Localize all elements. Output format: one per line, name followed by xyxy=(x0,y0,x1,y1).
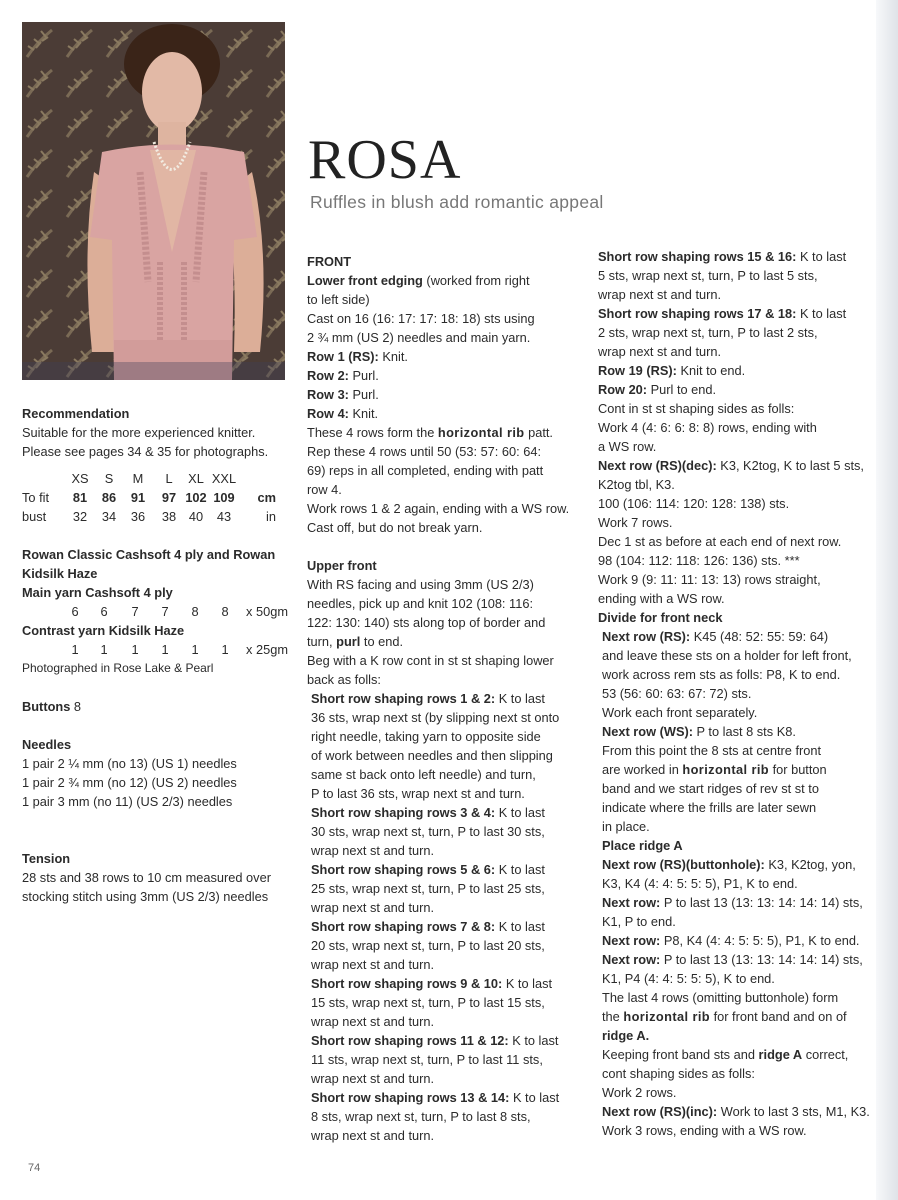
instruction-line: of work between needles and then slipping xyxy=(311,748,553,763)
row-instruction xyxy=(598,361,870,380)
instruction-text: turn, xyxy=(307,634,337,649)
instruction-line xyxy=(598,760,870,779)
row-text: P to last 13 (13: 13: 14: 14: 14) sts, xyxy=(660,952,863,967)
size-header-row xyxy=(22,469,276,488)
instruction-line: Work 2 rows. xyxy=(602,1085,677,1100)
instruction-line: Work rows 1 & 2 again, ending with a WS row. xyxy=(307,501,570,516)
instruction-text: correct, xyxy=(802,1047,849,1062)
row-text: K3, K2tog, yon, xyxy=(764,857,856,872)
bust-value: 43 xyxy=(216,509,232,524)
tension-line: stocking stitch using 3mm (US 2/3) needles xyxy=(22,889,269,904)
instruction-line: band and we start ridges of rev st st to xyxy=(602,781,819,796)
instruction-line: 98 (104: 112: 118: 126: 136) sts. *** xyxy=(598,553,800,568)
yarn-quantity: 1 xyxy=(71,642,79,657)
size-table xyxy=(22,469,276,526)
instruction-line: and leave these sts on a holder for left front, xyxy=(602,648,852,663)
main-yarn-quantities xyxy=(22,602,290,621)
model-photo xyxy=(22,22,285,380)
row-label: Next row: xyxy=(602,952,661,967)
instruction-text: the xyxy=(602,1009,624,1024)
instruction-line: indicate where the frills are later sewn xyxy=(602,800,817,815)
row-label: Row 3: xyxy=(307,387,349,402)
stitch-term: ridge A xyxy=(758,1047,803,1062)
instruction-line: Rep these 4 rows until 50 (53: 57: 60: 64: xyxy=(307,444,542,459)
size-header: XL xyxy=(188,471,204,486)
row-text: K3, K2tog, K to last 5 sts, xyxy=(716,458,864,473)
instruction-line xyxy=(307,423,589,442)
instruction-line: 5 sts, wrap next st, turn, P to last 5 sts, xyxy=(598,268,818,283)
buttons-label: Buttons xyxy=(22,699,71,714)
instruction-line: wrap next st and turn. xyxy=(598,344,722,359)
instruction-line: From this point the 8 sts at centre front xyxy=(602,743,822,758)
instruction-line: K2tog tbl, K3. xyxy=(598,477,675,492)
row-text: Knit. xyxy=(348,406,379,421)
instruction-line: ending with a WS row. xyxy=(598,591,725,606)
instruction-line: 2 ¾ mm (US 2) needles and main yarn. xyxy=(307,330,531,345)
instruction-line: 53 (56: 60: 63: 67: 72) sts. xyxy=(602,686,752,701)
row-instruction xyxy=(598,950,870,969)
row-label: Next row (RS)(dec): xyxy=(598,458,717,473)
instruction-line: row 4. xyxy=(307,482,342,497)
instruction-line: wrap next st and turn. xyxy=(311,900,435,915)
short-row-instruction xyxy=(307,917,589,936)
short-row-instruction xyxy=(598,247,870,266)
bust-value: 36 xyxy=(130,509,146,524)
row-text: K to last xyxy=(495,862,545,877)
row-label: Short row shaping rows 1 & 2: xyxy=(311,691,496,706)
instruction-line: 2 sts, wrap next st, turn, P to last 2 sts, xyxy=(598,325,818,340)
row-label: Next row: xyxy=(602,933,661,948)
yarn-quantity: 1 xyxy=(100,642,108,657)
instruction-text: Keeping front band sts and xyxy=(602,1047,759,1062)
instruction-line: Cast on 16 (16: 17: 17: 18: 18) sts using xyxy=(307,311,535,326)
instruction-line: Work 9 (9: 11: 11: 13: 13) rows straight, xyxy=(598,572,821,587)
bust-value: 40 xyxy=(188,509,204,524)
row-label: Row 4: xyxy=(307,406,349,421)
contrast-yarn-quantities xyxy=(22,640,290,659)
instruction-line: to left side) xyxy=(307,292,370,307)
instruction-line: Work each front separately. xyxy=(602,705,758,720)
row-label: Row 2: xyxy=(307,368,349,383)
instruction-line xyxy=(307,632,589,651)
yarn-quantity: 6 xyxy=(100,604,108,619)
instruction-text: (worked from right xyxy=(422,273,530,288)
instruction-line: 122: 130: 140) sts along top of border and xyxy=(307,615,546,630)
contrast-yarn-label: Contrast yarn Kidsilk Haze xyxy=(22,623,185,638)
row-text: K to last xyxy=(495,919,545,934)
row-text: P to last 8 sts K8. xyxy=(693,724,796,739)
yarn-quantity: 1 xyxy=(191,642,199,657)
row-label: Short row shaping rows 7 & 8: xyxy=(311,919,496,934)
instruction-line: 69) reps in all completed, ending with patt xyxy=(307,463,544,478)
row-text: Purl. xyxy=(348,387,379,402)
row-text: P8, K4 (4: 4: 5: 5: 5), P1, K to end. xyxy=(660,933,860,948)
row-instruction xyxy=(307,347,589,366)
yarn-quantity: 7 xyxy=(131,604,139,619)
instruction-line: K1, P to end. xyxy=(602,914,676,929)
instruction-line: 11 sts, wrap next st, turn, P to last 11 sts, xyxy=(311,1052,543,1067)
to-fit-unit: cm xyxy=(257,490,276,505)
instruction-line: wrap next st and turn. xyxy=(311,957,435,972)
instruction-line: Work 7 rows. xyxy=(598,515,673,530)
instruction-text: for front band and on of xyxy=(710,1009,847,1024)
recommendation-heading: Recommendation xyxy=(22,406,130,421)
upper-front-heading: Upper front xyxy=(307,558,377,573)
size-header: XXL xyxy=(211,471,237,486)
stitch-term: purl xyxy=(336,634,361,649)
recommendation-line: Suitable for the more experienced knitter. xyxy=(22,425,256,440)
to-fit-value: 91 xyxy=(130,490,146,505)
yarn-quantity: 1 xyxy=(161,642,169,657)
instruction-line xyxy=(307,271,589,290)
bust-label: bust xyxy=(22,509,47,524)
row-text: Knit to end. xyxy=(676,363,746,378)
to-fit-row xyxy=(22,488,276,507)
row-label: Short row shaping rows 17 & 18: xyxy=(598,306,797,321)
instruction-line: a WS row. xyxy=(598,439,657,454)
pattern-subtitle: Ruffles in blush add romantic appeal xyxy=(310,192,604,212)
row-label: Short row shaping rows 9 & 10: xyxy=(311,976,503,991)
instruction-line: The last 4 rows (omitting buttonhole) form xyxy=(602,990,839,1005)
section-label: Lower front edging xyxy=(307,273,423,288)
row-label: Row 19 (RS): xyxy=(598,363,677,378)
yarn-quantity: 1 xyxy=(131,642,139,657)
short-row-instruction xyxy=(307,860,589,879)
page-edge-shadow xyxy=(876,0,898,1200)
needles-heading: Needles xyxy=(22,737,72,752)
row-instruction xyxy=(598,722,870,741)
buttons-line xyxy=(22,697,290,716)
instruction-line: Work 3 rows, ending with a WS row. xyxy=(602,1123,807,1138)
instruction-line: Beg with a K row cont in st st shaping lower xyxy=(307,653,554,668)
pattern-title: ROSA xyxy=(308,129,462,191)
short-row-instruction xyxy=(307,803,589,822)
instruction-text: patt. xyxy=(524,425,553,440)
left-column xyxy=(22,404,290,906)
instruction-line xyxy=(598,1045,870,1064)
size-header: M xyxy=(132,471,144,486)
row-text: P to last 13 (13: 13: 14: 14: 14) sts, xyxy=(660,895,863,910)
yarn-unit: x 50gm xyxy=(246,604,288,619)
instruction-line: K3, K4 (4: 4: 5: 5: 5), P1, K to end. xyxy=(602,876,798,891)
instruction-line: wrap next st and turn. xyxy=(311,1014,435,1029)
bust-value: 34 xyxy=(101,509,117,524)
instruction-line: 8 sts, wrap next st, turn, P to last 8 sts, xyxy=(311,1109,531,1124)
row-instruction xyxy=(598,627,870,646)
instruction-line: P to last 36 sts, wrap next st and turn. xyxy=(311,786,525,801)
divide-heading: Divide for front neck xyxy=(598,610,723,625)
row-instruction xyxy=(598,456,870,475)
row-text: Purl. xyxy=(348,368,379,383)
row-label: Next row (WS): xyxy=(602,724,693,739)
short-row-instruction xyxy=(598,304,870,323)
short-row-instruction xyxy=(307,689,589,708)
row-text: Work to last 3 sts, M1, K3. xyxy=(717,1104,870,1119)
short-row-instruction xyxy=(307,974,589,993)
instruction-line: wrap next st and turn. xyxy=(598,287,722,302)
stitch-term: ridge A. xyxy=(602,1028,650,1043)
middle-column xyxy=(307,252,589,1145)
instruction-line: Cont in st st shaping sides as folls: xyxy=(598,401,795,416)
row-label: Next row: xyxy=(602,895,661,910)
buttons-value: 8 xyxy=(73,699,82,714)
row-label: Next row (RS)(buttonhole): xyxy=(602,857,765,872)
to-fit-label: To fit xyxy=(22,490,50,505)
yarn-quantity: 8 xyxy=(221,604,229,619)
row-label: Next row (RS): xyxy=(602,629,691,644)
instruction-line: right needle, taking yarn to opposite side xyxy=(311,729,541,744)
instruction-line: 15 sts, wrap next st, turn, P to last 15 sts, xyxy=(311,995,545,1010)
main-yarn-label: Main yarn Cashsoft 4 ply xyxy=(22,585,173,600)
row-text: K to last xyxy=(796,306,847,321)
instruction-line: wrap next st and turn. xyxy=(311,843,435,858)
row-text: Knit. xyxy=(378,349,408,364)
to-fit-value: 86 xyxy=(101,490,117,505)
row-label: Short row shaping rows 13 & 14: xyxy=(311,1090,510,1105)
instruction-line: 36 sts, wrap next st (by slipping next st onto xyxy=(311,710,560,725)
instruction-line xyxy=(598,1007,870,1026)
needles-line: 1 pair 2 ¼ mm (no 13) (US 1) needles xyxy=(22,756,237,771)
instruction-line: work across rem sts as folls: P8, K to end. xyxy=(602,667,841,682)
instruction-line: Dec 1 st as before at each end of next row. xyxy=(598,534,842,549)
instruction-line: K1, P4 (4: 4: 5: 5: 5), K to end. xyxy=(602,971,775,986)
yarn-heading: Kidsilk Haze xyxy=(22,566,98,581)
instruction-line: With RS facing and using 3mm (US 2/3) xyxy=(307,577,534,592)
instruction-line: 30 sts, wrap next st, turn, P to last 30 sts, xyxy=(311,824,545,839)
row-instruction xyxy=(598,380,870,399)
yarn-quantity: 1 xyxy=(221,642,229,657)
row-instruction xyxy=(598,1102,870,1121)
instruction-line: needles, pick up and knit 102 (108: 116: xyxy=(307,596,534,611)
right-column xyxy=(598,247,870,1140)
yarn-quantity: 8 xyxy=(191,604,199,619)
instruction-line: back as folls: xyxy=(307,672,381,687)
bust-value: 38 xyxy=(161,509,177,524)
instruction-line: cont shaping sides as folls: xyxy=(602,1066,755,1081)
row-label: Short row shaping rows 15 & 16: xyxy=(598,249,797,264)
row-label: Short row shaping rows 3 & 4: xyxy=(311,805,496,820)
recommendation-line: Please see pages 34 & 35 for photographs. xyxy=(22,444,269,459)
stitch-term: horizontal rib xyxy=(682,762,770,777)
row-instruction xyxy=(307,366,589,385)
yarn-unit: x 25gm xyxy=(246,642,288,657)
stitch-term: horizontal rib xyxy=(437,425,525,440)
bust-row xyxy=(22,507,276,526)
needles-line: 1 pair 3 mm (no 11) (US 2/3) needles xyxy=(22,794,233,809)
row-text: Purl to end. xyxy=(647,382,717,397)
instruction-line: wrap next st and turn. xyxy=(311,1128,435,1143)
front-heading: FRONT xyxy=(307,254,352,269)
page-number: 74 xyxy=(28,1162,41,1174)
row-label: Row 1 (RS): xyxy=(307,349,379,364)
row-label: Short row shaping rows 11 & 12: xyxy=(311,1033,509,1048)
instruction-line: 20 sts, wrap next st, turn, P to last 20 sts, xyxy=(311,938,545,953)
row-text: K to last xyxy=(495,805,545,820)
row-text: K to last xyxy=(796,249,847,264)
instruction-text: for button xyxy=(769,762,827,777)
row-text: K to last xyxy=(502,976,553,991)
to-fit-value: 109 xyxy=(213,490,235,505)
instruction-line: Cast off, but do not break yarn. xyxy=(307,520,483,535)
row-text: K to last xyxy=(495,691,545,706)
row-instruction xyxy=(598,855,870,874)
row-instruction xyxy=(598,931,870,950)
instruction-line: 25 sts, wrap next st, turn, P to last 25 sts, xyxy=(311,881,545,896)
row-label: Row 20: xyxy=(598,382,648,397)
row-text: K to last xyxy=(508,1033,559,1048)
needles-line: 1 pair 2 ¾ mm (no 12) (US 2) needles xyxy=(22,775,237,790)
row-text: K to last xyxy=(509,1090,560,1105)
to-fit-value: 97 xyxy=(161,490,177,505)
to-fit-value: 81 xyxy=(72,490,88,505)
instruction-line: 100 (106: 114: 120: 128: 138) sts. xyxy=(598,496,790,511)
instruction-line: Work 4 (4: 6: 6: 8: 8) rows, ending with xyxy=(598,420,817,435)
yarn-quantity: 7 xyxy=(161,604,169,619)
size-header: XS xyxy=(71,471,89,486)
photographed-in: Photographed in Rose Lake & Pearl xyxy=(22,661,214,675)
row-instruction xyxy=(598,893,870,912)
row-text: K45 (48: 52: 55: 59: 64) xyxy=(690,629,829,644)
yarn-quantity: 6 xyxy=(71,604,79,619)
yarn-heading: Rowan Classic Cashsoft 4 ply and Rowan xyxy=(22,547,276,562)
tension-heading: Tension xyxy=(22,851,71,866)
instruction-line: in place. xyxy=(602,819,650,834)
short-row-instruction xyxy=(307,1088,589,1107)
size-header: S xyxy=(104,471,114,486)
bust-unit: in xyxy=(266,509,276,524)
instruction-text: are worked in xyxy=(602,762,683,777)
to-fit-value: 102 xyxy=(185,490,207,505)
tension-line: 28 sts and 38 rows to 10 cm measured over xyxy=(22,870,271,885)
row-instruction xyxy=(307,404,589,423)
size-header: L xyxy=(165,471,173,486)
short-row-instruction xyxy=(307,1031,589,1050)
instruction-line: same st back onto left needle) and turn, xyxy=(311,767,536,782)
instruction-text: to end. xyxy=(360,634,404,649)
instruction-text: These 4 rows form the xyxy=(307,425,438,440)
ridge-heading: Place ridge A xyxy=(602,838,683,853)
row-instruction xyxy=(307,385,589,404)
row-label: Short row shaping rows 5 & 6: xyxy=(311,862,496,877)
row-label: Next row (RS)(inc): xyxy=(602,1104,718,1119)
stitch-term: horizontal rib xyxy=(623,1009,711,1024)
bust-value: 32 xyxy=(72,509,88,524)
instruction-line: wrap next st and turn. xyxy=(311,1071,435,1086)
